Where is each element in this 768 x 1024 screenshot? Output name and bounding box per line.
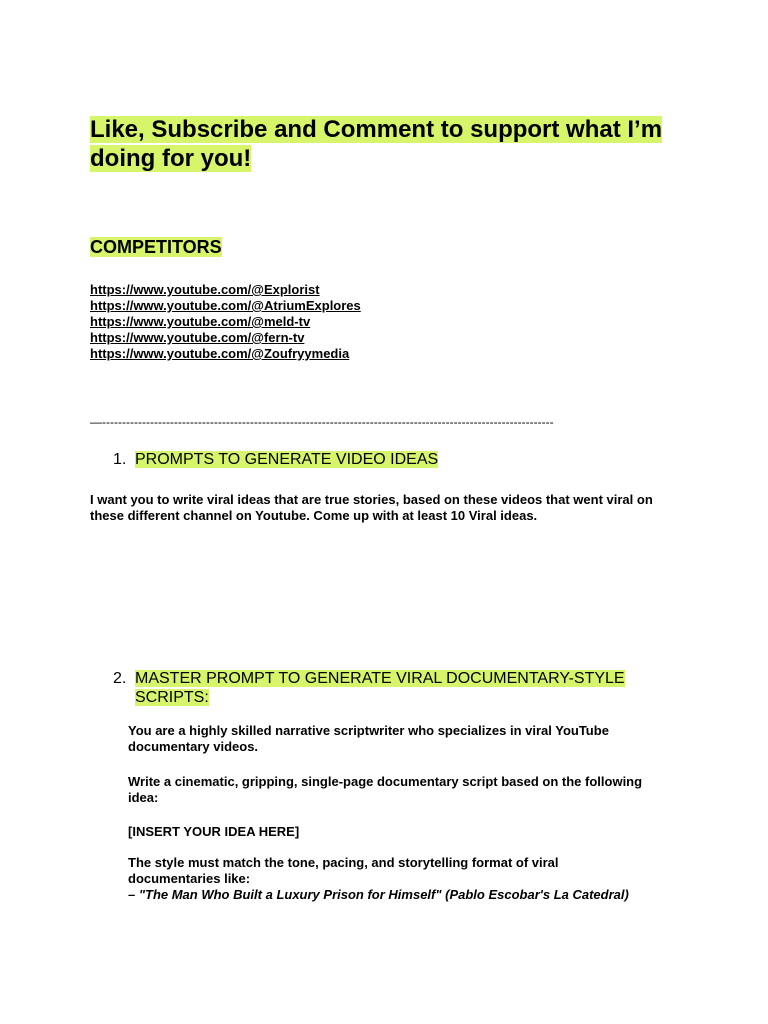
section-2-heading bbox=[113, 669, 655, 707]
section-1-heading-text: PROMPTS TO GENERATE VIDEO IDEAS bbox=[135, 451, 439, 468]
section-2-paragraph-2: Write a cinematic, gripping, single-page documentary script based on the following idea: bbox=[128, 774, 643, 805]
competitor-link-fern-tv[interactable]: https://www.youtube.com/@fern-tv bbox=[90, 330, 305, 345]
competitors-heading-text: COMPETITORS bbox=[90, 237, 222, 257]
section-2-heading-text: MASTER PROMPT TO GENERATE VIRAL DOCUMENTARY-STYLE SCRIPTS: bbox=[135, 670, 625, 706]
page-title-text: Like, Subscribe and Comment to support what I’m doing for you! bbox=[90, 116, 663, 172]
competitor-link-meld-tv[interactable]: https://www.youtube.com/@meld-tv bbox=[90, 314, 311, 329]
section-2-paragraph-1: You are a highly skilled narrative scriptwriter who specializes in viral YouTube documentary videos. bbox=[128, 723, 609, 754]
section-divider: —----------------------------------------------------------------------------------------------------------------- bbox=[90, 415, 554, 429]
section-2-paragraph-4 bbox=[128, 855, 648, 903]
competitor-link-atrium-explores[interactable]: https://www.youtube.com/@AtriumExplores bbox=[90, 298, 361, 313]
section-1-number: 1. bbox=[113, 451, 127, 468]
section-1-heading bbox=[113, 450, 655, 469]
section-1-body: I want you to write viral ideas that are true stories, based on these videos that went viral on these different channel on Youtube. Come up with at least 10 Viral ideas. bbox=[90, 492, 653, 523]
section-2-paragraph-4-text: The style must match the tone, pacing, and storytelling format of viral documentaries like: bbox=[128, 855, 559, 886]
section-2-placeholder: [INSERT YOUR IDEA HERE] bbox=[128, 824, 300, 839]
competitors-heading bbox=[90, 236, 222, 258]
competitor-link-zoufryymedia[interactable]: https://www.youtube.com/@Zoufryymedia bbox=[90, 346, 350, 361]
competitor-link-explorist[interactable]: https://www.youtube.com/@Explorist bbox=[90, 282, 320, 297]
page-title bbox=[90, 115, 690, 173]
section-2-number: 2. bbox=[113, 670, 127, 687]
competitor-links-list bbox=[90, 282, 361, 362]
section-2-example-quote: – "The Man Who Built a Luxury Prison for Himself" (Pablo Escobar's La Catedral) bbox=[128, 887, 629, 902]
